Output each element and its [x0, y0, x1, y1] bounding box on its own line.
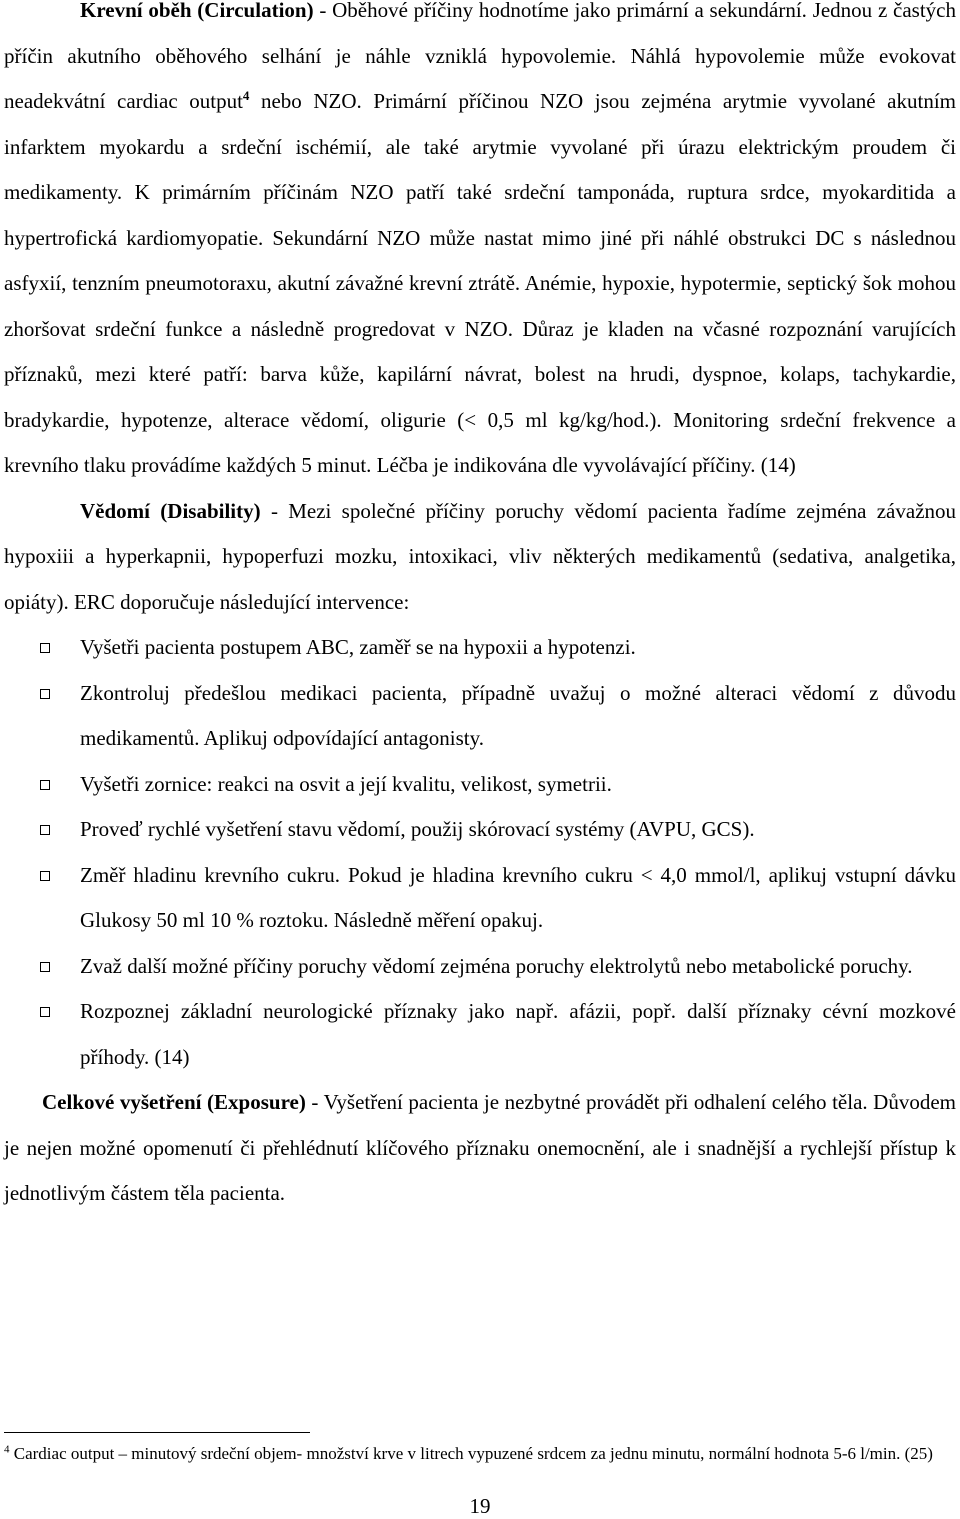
- list-item: [4, 625, 956, 671]
- list-item: [4, 944, 956, 990]
- checkbox-bullet-icon: [40, 1007, 50, 1017]
- footnote-mark: 4: [4, 1443, 10, 1456]
- list-item-text: Proveď rychlé vyšetření stavu vědomí, použij skórovací systémy (AVPU, GCS).: [80, 817, 755, 841]
- paragraph-circulation: [4, 0, 956, 489]
- checkbox-bullet-icon: [40, 871, 50, 881]
- checkbox-bullet-icon: [40, 780, 50, 790]
- disability-text: - Mezi společné příčiny poruchy vědomí pacienta řadíme zejména závažnou hypoxiii a hyperkapnii, hypoperfuzi mozku, intoxikaci, vliv některých medikamentů (sedativa, analgetika, opiáty). ERC doporučuje následující intervence:: [4, 498, 957, 614]
- heading-disability: Vědomí (Disability): [80, 498, 261, 523]
- list-item-text: Vyšetři pacienta postupem ABC, zaměř se na hypoxii a hypotenzi.: [80, 635, 636, 659]
- list-item-text: Rozpoznej základní neurologické příznaky jako např. afázii, popř. další příznaky cévní mozkové příhody. (14): [80, 999, 956, 1069]
- list-item-text: Zkontroluj předešlou medikaci pacienta, případně uvažuj o možné alteraci vědomí z důvodu medikamentů. Aplikuj odpovídající antagonisty.: [80, 680, 956, 750]
- footnote-text: Cardiac output – minutový srdeční objem- množství krve v litrech vypuzené srdcem za jednu minutu, normální hodnota 5-6 l/min. (25): [9, 1444, 933, 1463]
- circulation-text-1: - Oběhové příčiny hodnotíme jako primární a sekundární. Jednou z častých příčin akutního oběhového selhání je náhle vzniklá hypovolemie. Náhlá hypovolemie může evokovat neadekvátní cardiac output: [4, 0, 956, 113]
- list-item: [4, 807, 956, 853]
- list-item: [4, 989, 956, 1080]
- paragraph-disability: [4, 489, 956, 626]
- list-item: [4, 762, 956, 808]
- heading-circulation: Krevní oběh (Circulation): [80, 0, 314, 22]
- footnote-reference: 4: [242, 88, 250, 103]
- exposure-text: - Vyšetření pacienta je nezbytné provádět při odhalení celého těla. Důvodem je nejen možné opomenutí či přehlédnutí klíčového příznaku onemocnění, ale i snadnější a rychlejší přístup k jednotlivým částem těla pacienta.: [4, 1090, 957, 1205]
- circulation-text-2: nebo NZO. Primární příčinou NZO jsou zejména arytmie vyvolané akutním infarktem myokardu a srdeční ischémií, ale také arytmie vyvolané při úrazu elektrickým proudem či medikamenty. K primárním příčinám NZO patří také srdeční tamponáda, ruptura srdce, myokarditida a hypertrofická kardiomyopatie. Sekundární NZO může nastat mimo jiné při náhlé obstrukci DC s následnou asfyxií, tenzním pneumotoraxu, akutní závažné krevní ztrátě. Anémie, hypoxie, hypotermie, septický šok mohou zhoršovat srdeční funkce a následně progredovat v NZO. Důraz je kladen na včasné rozpoznání varujících příznaků, mezi které patří: barva kůže, kapilární návrat, bolest na hrudi, dyspnoe, kolaps, tachykardie, bradykardie, hypotenze, alterace vědomí, oligurie (< 0,5 ml kg/kg/hod.). Monitoring srdeční frekvence a krevního tlaku provádíme každých 5 minut. Léčba je indikována dle vyvolávající příčiny. (14): [4, 89, 956, 477]
- intervention-list: [4, 625, 956, 1080]
- checkbox-bullet-icon: [40, 825, 50, 835]
- list-item: [4, 853, 956, 944]
- list-item-text: Vyšetři zornice: reakci na osvit a její kvalitu, velikost, symetrii.: [80, 771, 612, 796]
- footnote: [4, 1442, 956, 1465]
- list-item-text: Změř hladinu krevního cukru. Pokud je hladina krevního cukru < 4,0 mmol/l, aplikuj vstupní dávku Glukosy 50 ml 10 % roztoku. Následně měření opakuj.: [80, 862, 956, 932]
- checkbox-bullet-icon: [40, 962, 50, 972]
- checkbox-bullet-icon: [40, 689, 50, 699]
- footnote-divider: [4, 1432, 310, 1433]
- checkbox-bullet-icon: [40, 643, 50, 653]
- paragraph-exposure: [4, 1080, 956, 1217]
- list-item-text: Zvaž další možné příčiny poruchy vědomí zejména poruchy elektrolytů nebo metabolické poruchy.: [80, 953, 913, 978]
- document-page: [4, 0, 956, 1217]
- heading-exposure: Celkové vyšetření (Exposure): [42, 1090, 306, 1114]
- page-number: 19: [469, 1494, 491, 1518]
- list-item: [4, 671, 956, 762]
